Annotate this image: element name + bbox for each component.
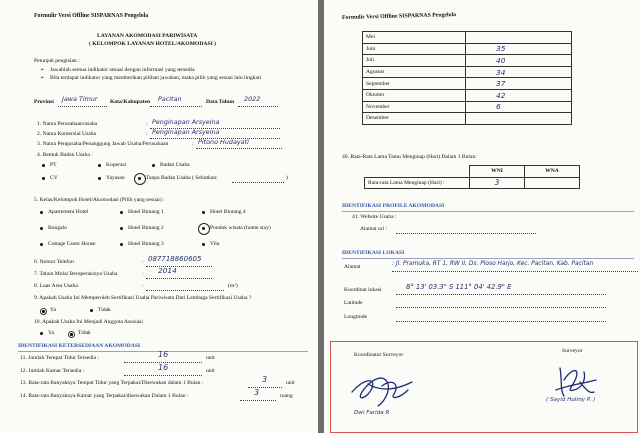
option-bungalo[interactable]: Bungalo <box>48 225 67 231</box>
month-row <box>363 78 572 90</box>
option-hotel-bintang-3[interactable]: Hotel Bintang 3 <box>128 241 164 247</box>
section-ketersediaan-title: IDENTIFIKASI KETERSEDIAAN AKOMODASI <box>18 343 141 349</box>
wna-value[interactable] <box>525 177 580 189</box>
provinsi-value[interactable]: Jawa Timur <box>62 95 98 103</box>
tahun-value[interactable]: 2022 <box>244 95 261 103</box>
alamat-url-label: Alamat url : <box>360 226 388 232</box>
q10-label: 10. Apakah Usaha Ini Menjadi Anggota Asosiasi <box>34 319 143 325</box>
month-row <box>363 89 572 101</box>
q6-value[interactable]: 087718860605 <box>148 255 202 263</box>
kota-value[interactable]: Pacitan <box>158 95 182 103</box>
option-badan-usaha[interactable]: Badan Usaha <box>160 162 190 168</box>
q1-label: 1. Nama Perusahaan/usaha <box>37 121 98 127</box>
latitude-label: Latitude <box>344 300 363 306</box>
month-value[interactable] <box>466 32 572 44</box>
alamat-label: Alamat <box>344 264 361 270</box>
q12-label: 12. Jumlah Kamar Tersedia : <box>20 368 85 374</box>
q8-label: 8. Luas Area Usaha <box>34 283 78 289</box>
q13-label: 13. Rata-rata Banyaknya Tempat Tidur yang Terpakai/Disewakan dalam 1 Bulan : <box>20 380 204 386</box>
q1-value[interactable]: Penginapan Arsyeina <box>152 118 220 126</box>
q10-tidak-radio[interactable] <box>68 331 75 338</box>
month-value[interactable]: 34 <box>466 66 572 78</box>
wni-value[interactable]: 3 <box>470 177 525 189</box>
month-row <box>363 101 572 113</box>
month-value[interactable]: 6 <box>466 101 572 113</box>
month-name: Juli <box>363 55 466 67</box>
month-row <box>363 113 572 125</box>
row-label: Rata-rata Lama Menginap (Hari) : <box>365 177 470 189</box>
option-hotel-bintang-1[interactable]: Hotel Bintang 1 <box>128 209 164 215</box>
form-subheading: ( KELOMPOK LAYANAN HOTEL/AKOMODASI ) <box>89 41 217 47</box>
form-title: Formulir Versi Offline SISPARNAS Pengelola <box>341 12 457 21</box>
option-pondok-wisata[interactable]: Pondok wisata (home stay) <box>210 225 271 231</box>
coordinator-signature <box>348 362 420 412</box>
koordinat-label: Koordinat lokasi <box>344 287 382 293</box>
q5-label: 5. Kelas/Kelompok Hotel/Akomodasi (Pilih yang sesuai) : <box>34 197 165 203</box>
month-name: Juni <box>363 43 466 55</box>
q2-value[interactable]: Penginapan Arsyeina <box>152 128 220 136</box>
website-field[interactable] <box>396 233 536 234</box>
option-apartement-hotel[interactable]: Apartement Hotel <box>48 209 89 215</box>
section-profil-title: IDENTIFIKASI PROFILE AKOMODASI <box>342 203 445 209</box>
provinsi-label: Provinsi <box>34 99 54 105</box>
option-vila[interactable]: Vila <box>210 241 220 247</box>
q14-label: 14. Rata-rata Banyaknya Kamar yang Terpakai/disewakan Dalam 1 Bulan : <box>20 393 189 399</box>
q9-ya-label: Ya <box>50 307 56 313</box>
col-wni: WNI <box>470 166 525 178</box>
q10-tidak-label: Tidak <box>78 330 91 336</box>
q41-label: 41. Website Usaha : <box>352 214 397 220</box>
arrow-icon: ➢ <box>40 75 45 81</box>
section-lokasi-title: IDENTIFIKASI LOKASI <box>342 250 405 256</box>
monthly-guests-table <box>362 31 572 125</box>
q10-ya-label[interactable]: Ya <box>48 330 54 336</box>
q12-value[interactable]: 16 <box>158 363 169 372</box>
q3-label: 3. Nama Pengusaha/Penanggung Jawab Usaha/Perusahaan <box>37 141 169 147</box>
surveyor-label: Surveyor <box>562 348 583 354</box>
area-unit: (m²) <box>228 283 238 289</box>
longitude-label: Longitude <box>344 314 367 320</box>
q7-label: 7. Tahun Mulai Beroperasinya Usaha <box>34 271 118 277</box>
option-koperasi[interactable]: Koperasi <box>106 162 127 168</box>
month-row <box>363 32 572 44</box>
month-name: November <box>363 101 466 113</box>
q40-label: 40. Rata-Rata Lama Tamu Menginap (Hari) Dalam 1 Bulan: <box>342 154 477 160</box>
form-page-left: Formulir Versi Offline SISPARNAS Pengelola LAYANAN AKOMODASI PARIWISATA ( KELOMPOK LAYANAN HOTEL/AKOMODASI ) Petunjuk pengisian : ➢ Jawablah semua indikator sesuai dengan informasi yang tersedia ➢ Bila terdapat indikator yang memberikan pilihan jawaban, maka pilih yang sesuai lalu lingkari Provinsi Jawa Timur Kota/Kabupaten Pacitan Data Tahun 2022 1. Nama Perusahaan/usaha : Penginapan Arsyeina 2. Nama Komersial Usaha : Penginapan Arsyeina 3. Nama Pengusaha/Penanggung Jawab Usaha/Perusahaan : Pitono Hudayati 4. Bentuk Badan Usaha : PT Koperasi Badan Usaha CV Yayasan Tanpa Badan Usaha ( Sebutkan: ) 5. Kelas/Kelompok Hotel/Akomodasi (Pilih yang sesuai) : Apartement Hotel Hotel Bintang 1 Hotel Bintang 4 Bungalo Hotel Bintang 2 Pondok wisata (home stay) Cottage Guest House Hotel Bintang 3 Vila 6. Nomor Telefon : 087718860605 7. Tahun Mulai Beroperasinya Usaha : 2014 8. Luas Area Usaha : (m²) 9. Apakah Usaha Ini Memperoleh Sertifikasi Usaha Pariwisata Dari Lembaga Sertifikasi Usaha ? Ya Tidak 10. Apakah Usaha Ini Menjadi Anggota Asosiasi Ya Tidak IDENTIFIKASI KETERSEDIAAN AKOMODASI 11. Jumlah Tempat Tidur Tersedia : 16 unit 12. Jumlah Kamar Tersedia : 16 unit 13. Rata-rata Banyaknya Tempat Tidur yang Terpakai/Disewakan dalam 1 Bulan : 3 unit 14. Rata-rata Banyaknya Kamar yang Terpakai/disewakan Dalam 1 Bulan : 3 ruang <box>0 0 318 433</box>
q9-ya-radio[interactable] <box>40 308 47 315</box>
option-tanpa-badan-usaha[interactable]: Tanpa Badan Usaha ( Sebutkan: <box>146 175 218 181</box>
month-value[interactable]: 42 <box>466 89 572 101</box>
month-value[interactable] <box>466 113 572 125</box>
month-name: Oktober <box>363 89 466 101</box>
month-name: Mei <box>363 32 466 44</box>
option-pt[interactable]: PT <box>50 162 57 168</box>
q13-value[interactable]: 3 <box>262 375 268 384</box>
surveyor-name: ( Sayid Holmy P. ) <box>546 397 596 403</box>
petunjuk-1: Jawablah semua indikator sesuai dengan informasi yang tersedia <box>50 67 195 73</box>
form-title: Formulir Versi Offline SISPARNAS Pengelola <box>34 13 149 19</box>
month-value[interactable]: 35 <box>466 43 572 55</box>
longitude-field[interactable] <box>396 321 606 322</box>
latitude-field[interactable] <box>396 307 606 308</box>
q7-value[interactable]: 2014 <box>158 266 177 275</box>
month-value[interactable]: 40 <box>466 55 572 67</box>
month-row <box>363 55 572 67</box>
q3-value[interactable]: Pitono Hudayati <box>198 138 249 146</box>
length-of-stay-table <box>364 165 580 189</box>
alamat-value[interactable]: : Jl. Pramuka, RT 1, RW II, Ds. Ploso Harjo, Kec. Pacitan, Kab. Pacitan <box>392 261 594 267</box>
month-value[interactable]: 37 <box>466 78 572 90</box>
tahun-label: Data Tahun <box>206 99 235 105</box>
koordinator-label: Koordinator Surveyor <box>354 352 404 358</box>
q14-value[interactable]: 3 <box>254 388 260 397</box>
option-hotel-bintang-4[interactable]: Hotel Bintang 4 <box>210 209 246 215</box>
month-row <box>363 43 572 55</box>
option-yayasan[interactable]: Yayasan <box>106 175 125 181</box>
koordinat-value[interactable]: 8° 13' 03.3" S 111° 04' 42.9" E <box>406 283 512 291</box>
option-cv[interactable]: CV <box>50 175 58 181</box>
surveyor-signature <box>550 360 600 402</box>
q9-label: 9. Apakah Usaha Ini Memperoleh Sertifikasi Usaha Pariwisata Dari Lembaga Sertifikasi Usaha ? <box>34 295 252 301</box>
q2-label: 2. Nama Komersial Usaha <box>37 131 97 137</box>
month-name: September <box>363 78 466 90</box>
q6-label: 6. Nomor Telefon <box>34 259 74 265</box>
option-hotel-bintang-2[interactable]: Hotel Bintang 2 <box>128 225 164 231</box>
month-name: Agustus <box>363 66 466 78</box>
q9-tidak-label[interactable]: Tidak <box>98 307 111 313</box>
q11-value[interactable]: 16 <box>158 350 169 359</box>
arrow-icon: ➢ <box>40 67 45 73</box>
option-cottage-guest-house[interactable]: Cottage Guest House <box>48 241 96 247</box>
petunjuk-label: Petunjuk pengisian : <box>34 58 80 64</box>
form-page-right <box>324 0 640 433</box>
form-heading: LAYANAN AKOMODASI PARIWISATA <box>97 33 198 39</box>
petunjuk-2: Bila terdapat indikator yang memberikan pilihan jawaban, maka pilih yang sesuai lalu lingkari <box>50 75 262 81</box>
col-wna: WNA <box>525 166 580 178</box>
month-row <box>363 66 572 78</box>
month-name: Desember <box>363 113 466 125</box>
kota-label: Kota/Kabupaten <box>110 99 151 105</box>
q4-label: 4. Bentuk Badan Usaha : <box>37 152 93 158</box>
q11-label: 11. Jumlah Tempat Tidur Tersedia : <box>20 355 99 361</box>
koordinator-name: Dwi Farida R <box>354 410 390 416</box>
